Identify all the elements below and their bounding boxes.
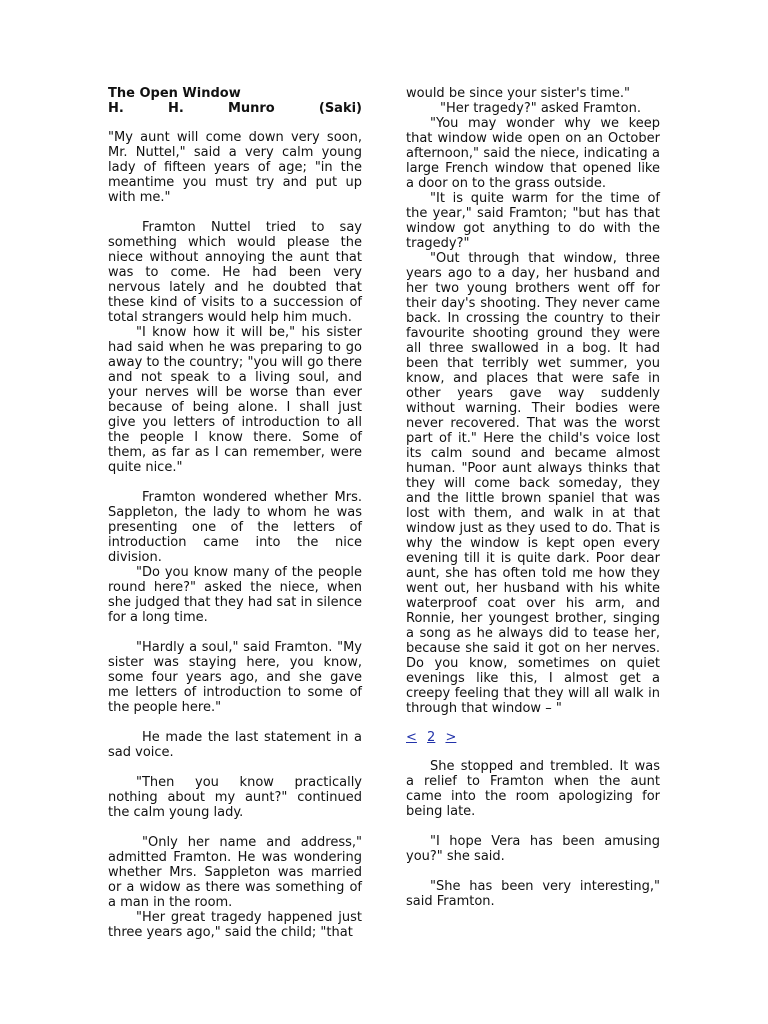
byline-word: H.	[108, 101, 124, 116]
paragraph: Framton wondered whether Mrs. Sappleton, the lady to whom he was presenting one of the letters of introduction came into the nice division.	[108, 490, 362, 565]
paragraph: "Hardly a soul," said Framton. "My sister was staying here, you know, some four years ago, and she gave me letters of introduction to some of the people here."	[108, 640, 362, 715]
story-title: The Open Window	[108, 86, 241, 101]
paragraph: "It is quite warm for the time of the year," said Framton; "but has that window got anything to do with the tragedy?"	[406, 191, 660, 251]
paragraph: Framton Nuttel tried to say something which would please the niece without annoying the aunt that was to come. He had been very nervous lately and he doubted that these kind of visits to a succession of total strangers would help him much.	[108, 220, 362, 325]
left-column	[108, 86, 362, 940]
paragraph: "I know how it will be," his sister had said when he was preparing to go away to the country; "you will go there and not speak to a living soul, and your nerves will be worse than ever because of being alone. I shall just give you letters of introduction to all the people I know there. Some of them, as far as I can remember, were quite nice."	[108, 325, 362, 475]
paragraph: "Her tragedy?" asked Framton.	[440, 101, 641, 116]
paragraph: She stopped and trembled. It was a relief to Framton when the aunt came into the room apologizing for being late.	[406, 759, 660, 819]
paragraph: would be since your sister's time."	[406, 86, 631, 101]
byline-word: Munro	[227, 101, 275, 116]
byline-word: H.	[167, 101, 184, 116]
paragraph: "Out through that window, three years ago to a day, her husband and her two young brothers went off for their day's shooting. They never came back. In crossing the country to their favourite shooting ground they were all three swallowed in a bog. It had been that terribly wet summer, you know, and places that were safe in other years gave way suddenly without warning. Their bodies were never recovered. That was the worst part of it." Here the child's voice lost its calm sound and became almost human. "Poor aunt always thinks that they will come back someday, they and the little brown spaniel that was lost with them, and walk in at that window just as they used to do. That is why the window is kept open every evening till it is quite dark. Poor dear aunt, she has often told me how they went out, her husband with his white waterproof coat over his arm, and Ronnie, her youngest brother, singing a song as he always did to tease her, because she said it got on her nerves. Do you know, sometimes on quiet evenings like this, I almost get a creepy feeling that they will all walk in through that window – "	[406, 251, 660, 716]
prev-page-link[interactable]: <	[406, 730, 417, 745]
paragraph: "Her great tragedy happened just three years ago," said the child; "that	[108, 910, 362, 940]
page-navigation	[406, 730, 660, 745]
paragraph: He made the last statement in a sad voice.	[108, 730, 362, 760]
byline-word: (Saki)	[318, 101, 362, 116]
paragraph: "Do you know many of the people round here?" asked the niece, when she judged that they had sat in silence for a long time.	[108, 565, 362, 625]
paragraph: "My aunt will come down very soon, Mr. Nuttel," said a very calm young lady of fifteen years of age; "in the meantime you must try and put up with me."	[108, 130, 362, 205]
paragraph: "I hope Vera has been amusing you?" she said.	[406, 834, 660, 864]
paragraph: "You may wonder why we keep that window wide open on an October afternoon," said the niece, indicating a large French window that opened like a door on to the grass outside.	[406, 116, 660, 191]
right-column	[406, 86, 660, 909]
next-page-link[interactable]: >	[445, 730, 457, 745]
author-byline	[108, 101, 362, 116]
paragraph: "Only her name and address," admitted Framton. He was wondering whether Mrs. Sappleton was married or a widow as there was something of a man in the room.	[108, 835, 362, 910]
paragraph: "She has been very interesting," said Framton.	[406, 879, 660, 909]
page-number-link[interactable]: 2	[427, 730, 436, 745]
paragraph: "Then you know practically nothing about my aunt?" continued the calm young lady.	[108, 775, 362, 820]
